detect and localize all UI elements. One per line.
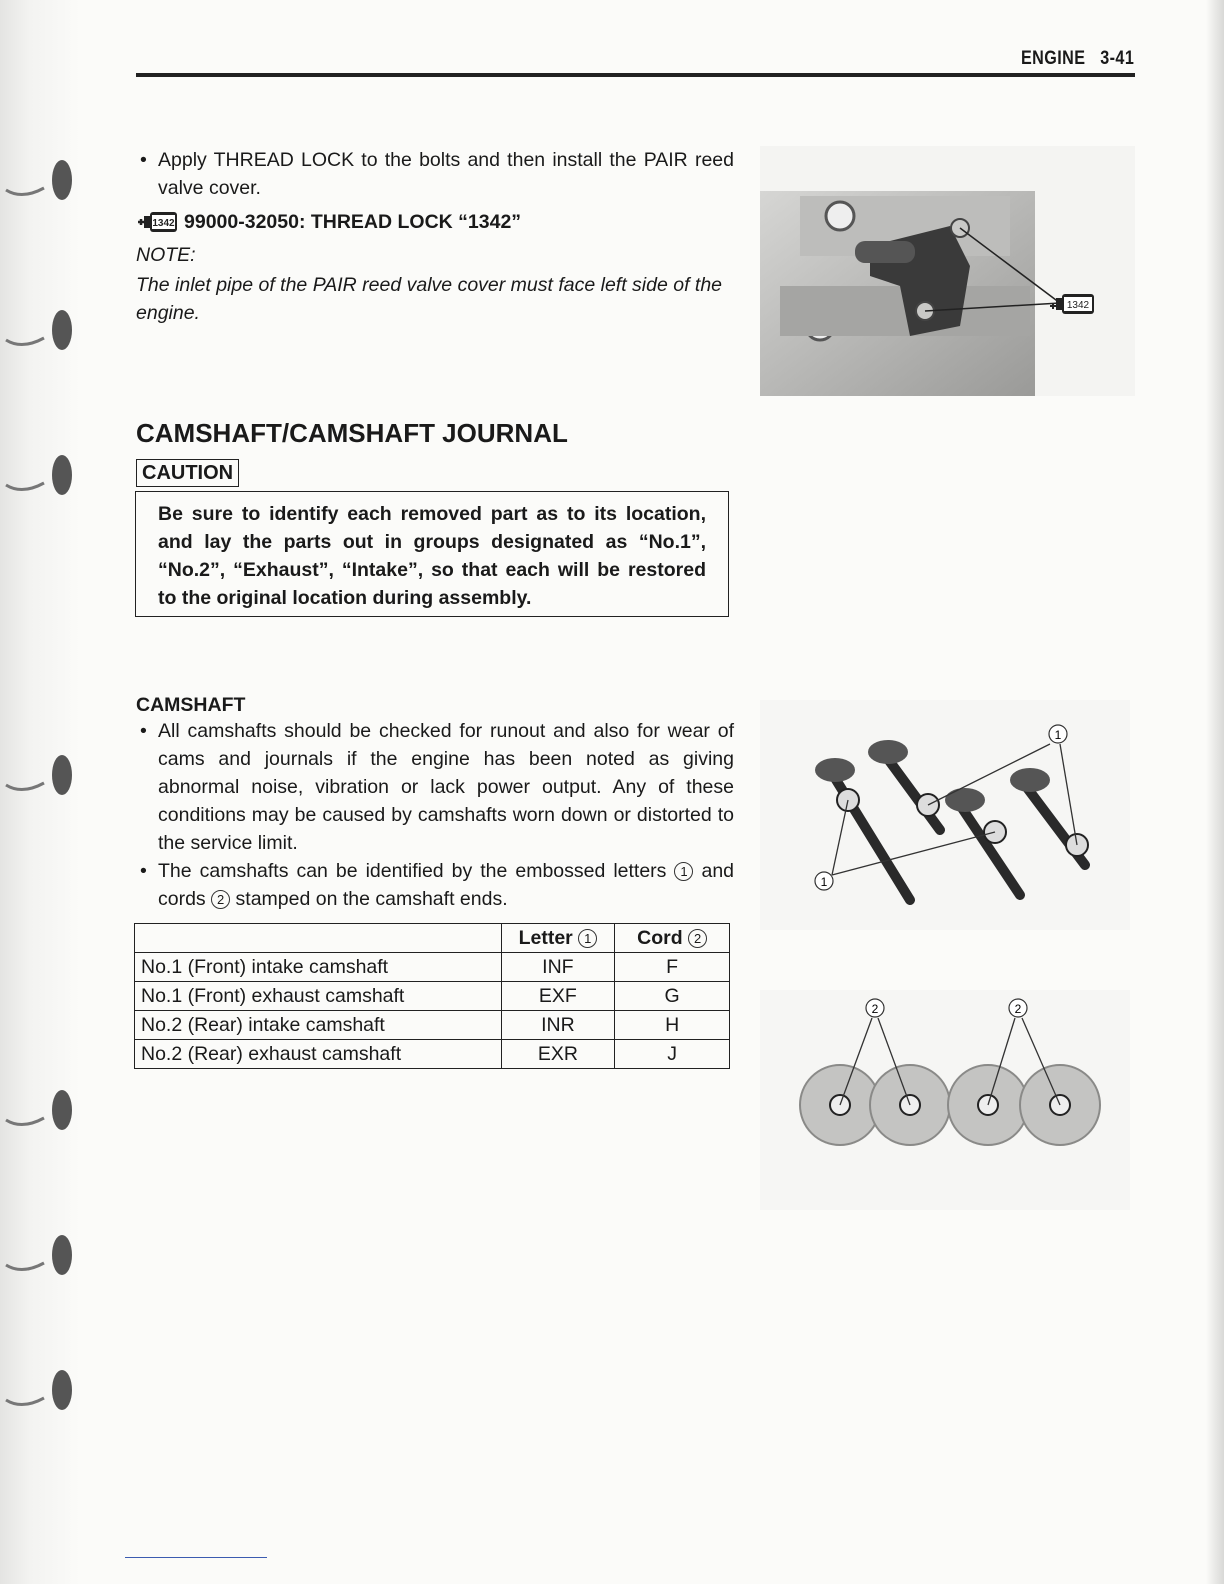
bullet2-part-a: The camshafts can be identified by the embossed letters [158,860,667,882]
pair-instruction [136,146,734,202]
note-label: NOTE: [136,244,196,266]
camshaft-name: No.2 (Rear) intake camshaft [135,1011,502,1040]
pair-cover-photo [760,146,1135,396]
camshaft-letter: INR [501,1011,615,1040]
camshaft-letter: INF [501,953,615,982]
camshaft-cord: J [615,1040,730,1069]
section-title: CAMSHAFT/CAMSHAFT JOURNAL [136,418,568,448]
camshaft-letter: EXF [501,982,615,1011]
note-text: The inlet pipe of the PAIR reed valve cover must face left side of the engine. [136,274,723,324]
camshafts-photo [760,700,1130,930]
caution-label: CAUTION [136,459,239,487]
table-row [135,982,730,1011]
camshafts-callout-lower: 1 [820,875,828,889]
camshaft-id-table [134,923,730,1069]
header-rule [136,73,1135,77]
binder-ring-icon [4,1080,76,1144]
camshaft-heading: CAMSHAFT [136,694,246,716]
page-header [1021,48,1134,70]
binder-ring-icon [4,745,76,809]
table-row [135,1040,730,1069]
camshaft-cord: F [615,953,730,982]
camshaft-name: No.1 (Front) exhaust camshaft [135,982,502,1011]
header-section: ENGINE [1020,48,1086,69]
pair-bullet: • Apply THREAD LOCK to the bolts and then install the PAIR reed valve cover. [136,146,734,202]
table-header-row [135,924,730,953]
sprockets-callout-right: 2 [1014,1002,1022,1016]
camshaft-bullet-1: • All camshafts should be checked for runout and also for wear of cams and journals if the engine has been noted as giving abnormal noise, vibration or lack power output. Any of these conditions may be caused by camshafts worn down or distorted to the service limit. [136,717,734,857]
camshaft-cord: G [615,982,730,1011]
header-blank [135,924,502,953]
binder-ring-icon [4,150,76,214]
binder-ring-icon [4,300,76,364]
photo-threadlock-badge: 1342 [1066,300,1090,311]
table-row [135,953,730,982]
binder-ring-icon [4,1225,76,1289]
marker-2: 2 [211,890,230,909]
header-page-number: 3-41 [1099,48,1134,69]
binder-ring-icon [4,445,76,509]
threadlock-badge: 1342 [152,218,175,229]
camshaft-bullet-2 [136,857,734,913]
camshaft-letter: EXR [501,1040,615,1069]
header-letter: Letter 1 [501,924,615,953]
marker-1: 1 [674,862,693,881]
threadlock-text: 99000-32050: THREAD LOCK “1342” [184,210,522,233]
threadlock-spec [136,210,521,234]
bullet2-part-b: and cords [158,860,735,910]
sprockets-callout-left: 2 [871,1002,879,1016]
header-cord: Cord 2 [615,924,730,953]
page-edge-shadow [1206,0,1224,1584]
caution-box [135,491,729,617]
table-row [135,1011,730,1040]
binder-ring-icon [4,1360,76,1424]
camshaft-bullets [136,717,734,913]
camshafts-callout-upper: 1 [1054,728,1062,742]
sprockets-photo [760,990,1130,1210]
camshaft-name: No.2 (Rear) exhaust camshaft [135,1040,502,1069]
caution-text: Be sure to identify each removed part as to its location, and lay the parts out in groups designated as “No.1”, “No.2”, “Exhaust”, “Intake”, so that each will be restored to the original location during assembly. [158,503,706,609]
camshaft-cord: H [615,1011,730,1040]
footer-rule [125,1557,267,1558]
bullet2-part-c: stamped on the camshaft ends. [235,888,508,910]
camshaft-name: No.1 (Front) intake camshaft [135,953,502,982]
threadlock-tube-icon [136,210,178,234]
